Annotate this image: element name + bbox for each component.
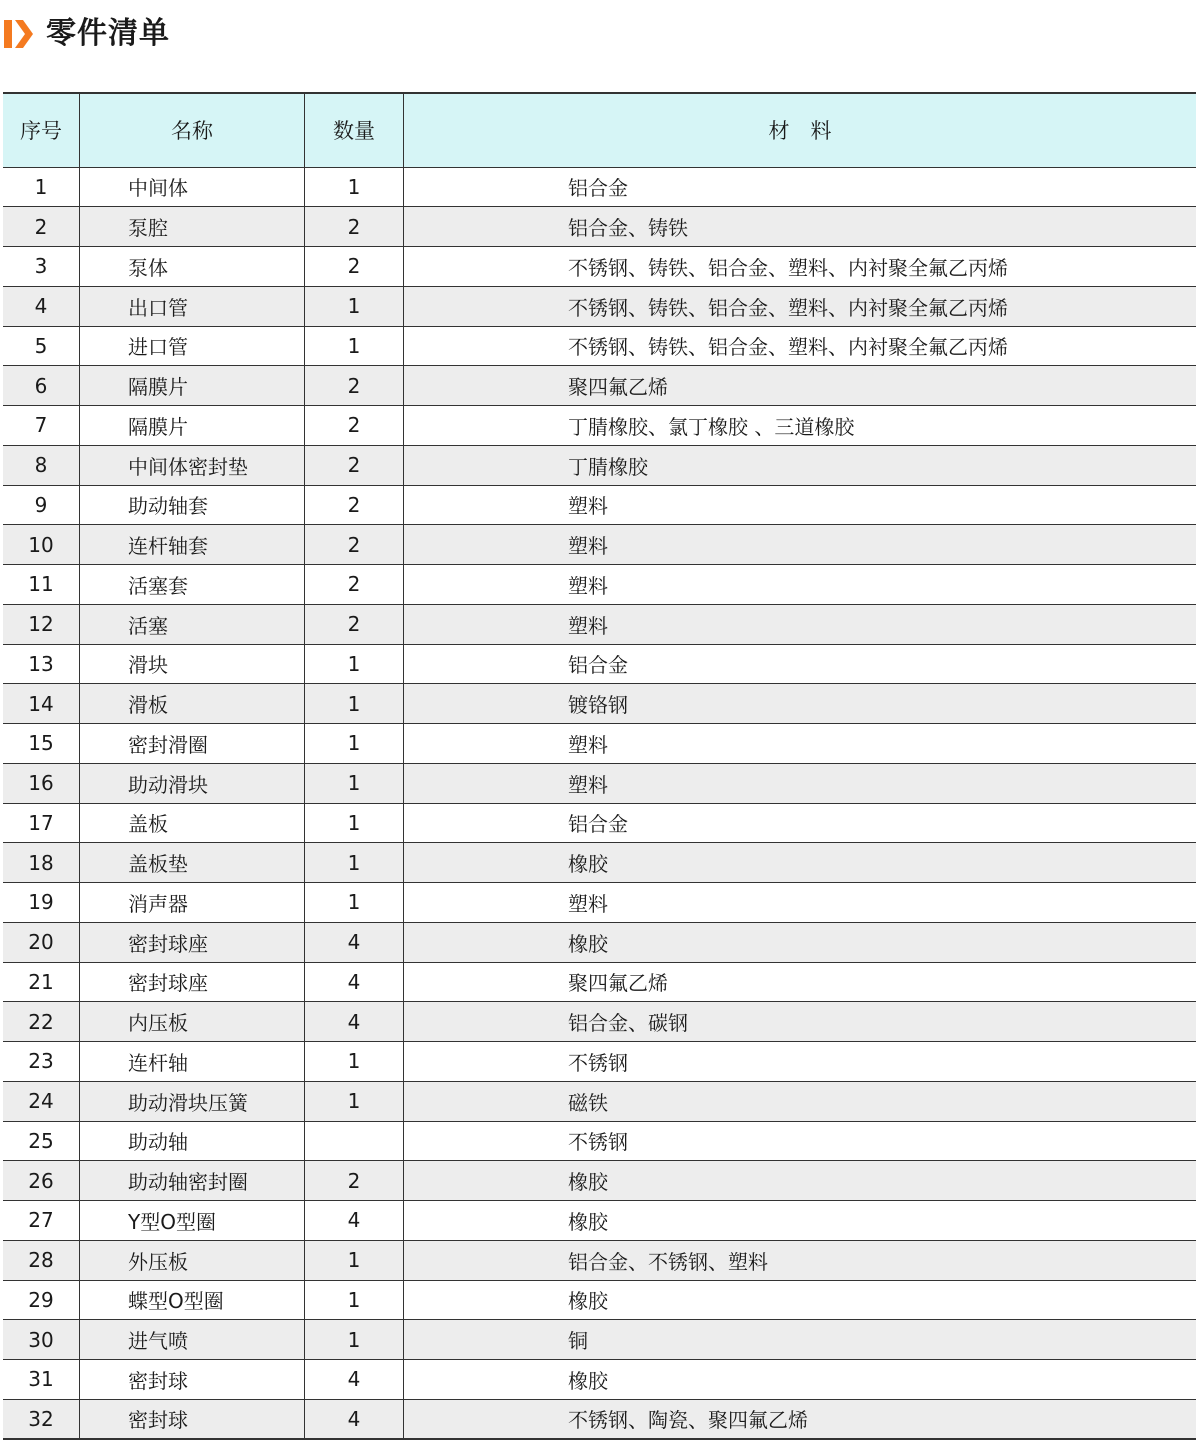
cell-name-text: 连杆轴套 <box>128 534 208 559</box>
cell-name-text: 滑块 <box>128 653 168 678</box>
table-row <box>3 1360 1196 1400</box>
cell-material-text: 塑料 <box>568 573 608 598</box>
cell-material <box>404 1042 1197 1082</box>
page-header <box>0 0 1200 70</box>
cell-material <box>404 883 1197 923</box>
table-row <box>3 962 1196 1002</box>
cell-material-text: 铜 <box>568 1329 588 1354</box>
table-row <box>3 207 1196 247</box>
cell-material-text: 铝合金、不锈钢、塑料 <box>568 1249 768 1274</box>
cell-qty: 4 <box>305 1002 404 1042</box>
parts-table <box>3 92 1196 1440</box>
cell-qty: 4 <box>305 922 404 962</box>
table-row <box>3 247 1196 287</box>
page-title: 零件清单 <box>46 16 170 51</box>
cell-no: 10 <box>3 525 80 565</box>
cell-material-text: 橡胶 <box>568 852 608 877</box>
cell-qty: 2 <box>305 1161 404 1201</box>
cell-name <box>80 883 305 923</box>
cell-material-text: 铝合金 <box>568 812 628 837</box>
cell-qty: 1 <box>305 803 404 843</box>
cell-qty: 1 <box>305 883 404 923</box>
cell-no: 8 <box>3 445 80 485</box>
cell-no: 1 <box>3 167 80 207</box>
table-row <box>3 883 1196 923</box>
cell-no: 9 <box>3 485 80 525</box>
cell-qty: 1 <box>305 1320 404 1360</box>
cell-name-text: 密封球座 <box>128 971 208 996</box>
cell-material-text: 不锈钢、铸铁、铝合金、塑料、内衬聚全氟乙丙烯 <box>568 295 1008 320</box>
cell-qty: 4 <box>305 1360 404 1400</box>
cell-material-text: 不锈钢、铸铁、铝合金、塑料、内衬聚全氟乙丙烯 <box>568 335 1008 360</box>
cell-qty: 1 <box>305 286 404 326</box>
cell-no: 15 <box>3 724 80 764</box>
cell-name-text: 助动滑块 <box>128 772 208 797</box>
cell-no: 24 <box>3 1081 80 1121</box>
table-row <box>3 406 1196 446</box>
cell-name <box>80 763 305 803</box>
table-row <box>3 922 1196 962</box>
cell-no: 6 <box>3 366 80 406</box>
cell-qty: 2 <box>305 565 404 605</box>
cell-qty: 1 <box>305 167 404 207</box>
cell-no: 5 <box>3 326 80 366</box>
cell-material <box>404 644 1197 684</box>
cell-material-text: 不锈钢 <box>568 1050 628 1075</box>
cell-no: 25 <box>3 1121 80 1161</box>
cell-name-text: 活塞 <box>128 613 168 638</box>
cell-name-text: 蝶型O型圈 <box>128 1289 224 1314</box>
cell-material-text: 铝合金、铸铁 <box>568 216 688 241</box>
cell-material <box>404 843 1197 883</box>
cell-material <box>404 207 1197 247</box>
cell-material <box>404 1201 1197 1241</box>
cell-material <box>404 1360 1197 1400</box>
cell-name <box>80 366 305 406</box>
cell-material-text: 橡胶 <box>568 1368 608 1393</box>
cell-name <box>80 1399 305 1439</box>
cell-material-text: 铝合金、碳钢 <box>568 1011 688 1036</box>
cell-no: 12 <box>3 604 80 644</box>
cell-name <box>80 565 305 605</box>
cell-material <box>404 763 1197 803</box>
cell-no: 30 <box>3 1320 80 1360</box>
table-row <box>3 1240 1196 1280</box>
cell-material <box>404 167 1197 207</box>
cell-qty: 1 <box>305 1280 404 1320</box>
cell-no: 14 <box>3 684 80 724</box>
cell-no: 20 <box>3 922 80 962</box>
cell-no: 32 <box>3 1399 80 1439</box>
cell-no: 7 <box>3 406 80 446</box>
cell-material-text: 塑料 <box>568 772 608 797</box>
table-row <box>3 485 1196 525</box>
cell-name <box>80 803 305 843</box>
cell-name-text: 隔膜片 <box>128 375 188 400</box>
cell-no: 26 <box>3 1161 80 1201</box>
cell-no: 31 <box>3 1360 80 1400</box>
cell-material-text: 丁腈橡胶、氯丁橡胶 、三道橡胶 <box>568 414 855 439</box>
cell-material-text: 不锈钢、铸铁、铝合金、塑料、内衬聚全氟乙丙烯 <box>568 255 1008 280</box>
cell-name <box>80 1240 305 1280</box>
cell-name <box>80 286 305 326</box>
table-row <box>3 724 1196 764</box>
cell-name-text: 中间体密封垫 <box>128 454 248 479</box>
cell-material <box>404 1280 1197 1320</box>
cell-material <box>404 366 1197 406</box>
cell-material <box>404 565 1197 605</box>
cell-name-text: Y型O型圈 <box>128 1209 216 1234</box>
table-row <box>3 1280 1196 1320</box>
cell-name-text: 助动轴 <box>128 1130 188 1155</box>
cell-qty: 2 <box>305 366 404 406</box>
table-row <box>3 1161 1196 1201</box>
cell-qty: 4 <box>305 1399 404 1439</box>
cell-name <box>80 1360 305 1400</box>
cell-material-text: 塑料 <box>568 613 608 638</box>
table-row <box>3 1201 1196 1241</box>
cell-material <box>404 326 1197 366</box>
cell-no: 3 <box>3 247 80 287</box>
cell-material <box>404 247 1197 287</box>
cell-name-text: 内压板 <box>128 1011 188 1036</box>
table-header-row <box>3 93 1196 167</box>
cell-material-text: 铝合金 <box>568 176 628 201</box>
chevron-right-icon <box>4 20 34 48</box>
cell-no: 22 <box>3 1002 80 1042</box>
cell-material-text: 聚四氟乙烯 <box>568 375 668 400</box>
cell-material <box>404 1002 1197 1042</box>
cell-material-text: 磁铁 <box>568 1090 608 1115</box>
cell-qty: 2 <box>305 247 404 287</box>
cell-name-text: 盖板 <box>128 812 168 837</box>
cell-qty: 2 <box>305 604 404 644</box>
cell-name-text: 密封球座 <box>128 931 208 956</box>
cell-no: 29 <box>3 1280 80 1320</box>
cell-name-text: 隔膜片 <box>128 414 188 439</box>
cell-name <box>80 922 305 962</box>
cell-name-text: 消声器 <box>128 891 188 916</box>
table-row <box>3 1081 1196 1121</box>
cell-material <box>404 406 1197 446</box>
cell-material <box>404 922 1197 962</box>
cell-name <box>80 724 305 764</box>
cell-name <box>80 644 305 684</box>
cell-material-text: 铝合金 <box>568 653 628 678</box>
cell-no: 18 <box>3 843 80 883</box>
cell-material-text: 塑料 <box>568 534 608 559</box>
table-body <box>3 167 1196 1439</box>
cell-material-text: 不锈钢 <box>568 1130 628 1155</box>
cell-name-text: 中间体 <box>128 176 188 201</box>
cell-name-text: 活塞套 <box>128 573 188 598</box>
cell-material <box>404 1081 1197 1121</box>
table-row <box>3 167 1196 207</box>
cell-name <box>80 406 305 446</box>
cell-qty: 4 <box>305 1201 404 1241</box>
cell-material-text: 丁腈橡胶 <box>568 454 648 479</box>
table-row <box>3 326 1196 366</box>
table-row <box>3 1399 1196 1439</box>
cell-name-text: 外压板 <box>128 1249 188 1274</box>
cell-name-text: 连杆轴 <box>128 1050 188 1075</box>
cell-material-text: 聚四氟乙烯 <box>568 971 668 996</box>
cell-no: 21 <box>3 962 80 1002</box>
cell-name <box>80 843 305 883</box>
table-row <box>3 803 1196 843</box>
cell-material <box>404 485 1197 525</box>
table-row <box>3 366 1196 406</box>
cell-qty: 4 <box>305 962 404 1002</box>
cell-name <box>80 1121 305 1161</box>
cell-name <box>80 1320 305 1360</box>
cell-name-text: 密封滑圈 <box>128 732 208 757</box>
cell-qty: 2 <box>305 525 404 565</box>
cell-qty: 2 <box>305 445 404 485</box>
cell-material <box>404 1161 1197 1201</box>
cell-material <box>404 525 1197 565</box>
cell-name <box>80 1201 305 1241</box>
cell-name <box>80 1002 305 1042</box>
cell-qty: 1 <box>305 326 404 366</box>
cell-qty: 1 <box>305 843 404 883</box>
cell-name <box>80 525 305 565</box>
cell-no: 28 <box>3 1240 80 1280</box>
cell-material <box>404 1240 1197 1280</box>
table-row <box>3 684 1196 724</box>
cell-name-text: 助动轴套 <box>128 494 208 519</box>
cell-material <box>404 286 1197 326</box>
column-header-material: 材 料 <box>404 93 1197 167</box>
cell-material <box>404 803 1197 843</box>
table-row <box>3 644 1196 684</box>
cell-material <box>404 445 1197 485</box>
cell-name <box>80 604 305 644</box>
cell-name-text: 密封球 <box>128 1368 188 1393</box>
cell-material-text: 不锈钢、陶瓷、聚四氟乙烯 <box>568 1408 808 1433</box>
cell-material-text: 橡胶 <box>568 931 608 956</box>
cell-material-text: 橡胶 <box>568 1170 608 1195</box>
table-row <box>3 1002 1196 1042</box>
cell-name <box>80 485 305 525</box>
cell-qty: 1 <box>305 763 404 803</box>
table-row <box>3 843 1196 883</box>
table-row <box>3 1320 1196 1360</box>
cell-name <box>80 207 305 247</box>
cell-name-text: 助动轴密封圈 <box>128 1170 248 1195</box>
cell-material <box>404 1121 1197 1161</box>
table-row <box>3 525 1196 565</box>
cell-material <box>404 724 1197 764</box>
cell-material-text: 橡胶 <box>568 1289 608 1314</box>
cell-name <box>80 1161 305 1201</box>
table-row <box>3 565 1196 605</box>
cell-name-text: 盖板垫 <box>128 852 188 877</box>
cell-qty: 1 <box>305 1042 404 1082</box>
cell-name <box>80 167 305 207</box>
cell-no: 17 <box>3 803 80 843</box>
cell-material-text: 塑料 <box>568 732 608 757</box>
cell-qty: 2 <box>305 207 404 247</box>
cell-name-text: 滑板 <box>128 693 168 718</box>
cell-name-text: 进气喷 <box>128 1329 188 1354</box>
cell-qty: 1 <box>305 684 404 724</box>
cell-no: 4 <box>3 286 80 326</box>
table-row <box>3 763 1196 803</box>
cell-name-text: 进口管 <box>128 335 188 360</box>
cell-name <box>80 1280 305 1320</box>
column-header-name: 名称 <box>80 93 305 167</box>
cell-name <box>80 326 305 366</box>
cell-material-text: 塑料 <box>568 494 608 519</box>
cell-material <box>404 604 1197 644</box>
cell-no: 23 <box>3 1042 80 1082</box>
cell-no: 13 <box>3 644 80 684</box>
cell-material <box>404 684 1197 724</box>
cell-no: 27 <box>3 1201 80 1241</box>
table-row <box>3 604 1196 644</box>
cell-qty: 1 <box>305 1240 404 1280</box>
cell-no: 11 <box>3 565 80 605</box>
cell-name <box>80 445 305 485</box>
cell-material-text: 橡胶 <box>568 1209 608 1234</box>
cell-name <box>80 684 305 724</box>
cell-qty: 2 <box>305 485 404 525</box>
table-row <box>3 286 1196 326</box>
cell-material-text: 镀铬钢 <box>568 693 628 718</box>
cell-material <box>404 962 1197 1002</box>
table-row <box>3 445 1196 485</box>
cell-name-text: 泵腔 <box>128 216 168 241</box>
cell-qty <box>305 1121 404 1161</box>
cell-qty: 1 <box>305 724 404 764</box>
cell-no: 19 <box>3 883 80 923</box>
cell-material-text: 塑料 <box>568 891 608 916</box>
cell-name <box>80 247 305 287</box>
column-header-qty: 数量 <box>305 93 404 167</box>
cell-name <box>80 962 305 1002</box>
cell-name-text: 出口管 <box>128 295 188 320</box>
cell-no: 2 <box>3 207 80 247</box>
cell-qty: 1 <box>305 644 404 684</box>
cell-qty: 1 <box>305 1081 404 1121</box>
cell-name-text: 密封球 <box>128 1408 188 1433</box>
column-header-no: 序号 <box>3 93 80 167</box>
cell-name-text: 助动滑块压簧 <box>128 1090 248 1115</box>
table-row <box>3 1042 1196 1082</box>
cell-no: 16 <box>3 763 80 803</box>
cell-name <box>80 1081 305 1121</box>
cell-material <box>404 1399 1197 1439</box>
cell-material <box>404 1320 1197 1360</box>
cell-qty: 2 <box>305 406 404 446</box>
cell-name <box>80 1042 305 1082</box>
table-row <box>3 1121 1196 1161</box>
cell-name-text: 泵体 <box>128 255 168 280</box>
